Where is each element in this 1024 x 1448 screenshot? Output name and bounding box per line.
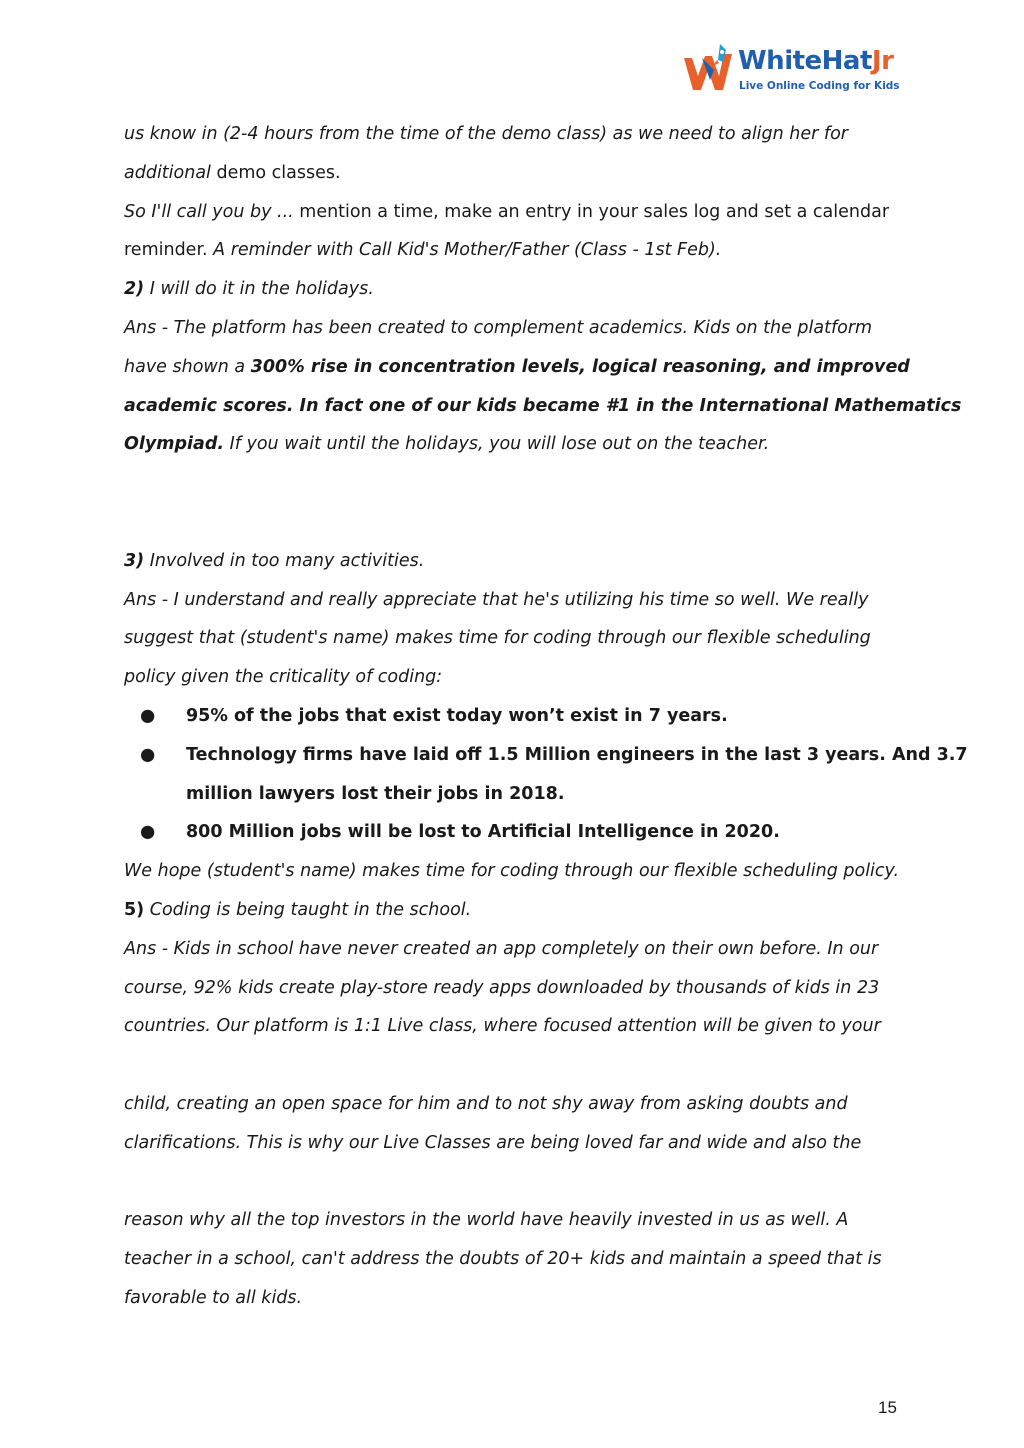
text-line: We hope (student's name) makes time for coding through our flexible scheduling policy. xyxy=(124,861,900,882)
text-line: course, 92% kids create play-store ready apps downloaded by thousands of kids in 23 xyxy=(124,977,880,998)
statistics-bullet-list xyxy=(124,697,968,852)
text-line: countries. Our platform is 1:1 Live class, where focused attention will be given to your xyxy=(124,1016,881,1037)
text-line: clarifications. This is why our Live Classes are being loved far and wide and also the xyxy=(124,1132,862,1153)
text-line: So I'll call you by ... mention a time, make an entry in your sales log and set a calendar xyxy=(124,201,890,222)
list-item: ● Technology firms have laid off 1.5 Million engineers in the last 3 years. And 3.7 million lawyers lost their jobs in 2018. xyxy=(140,744,968,804)
text-line: reminder. A reminder with Call Kid's Mother/Father (Class - 1st Feb). xyxy=(124,240,722,261)
document-body xyxy=(124,115,968,1318)
list-item: ● 95% of the jobs that exist today won’t exist in 7 years. xyxy=(140,705,728,726)
text-line: Ans - I understand and really appreciate that he's utilizing his time so well. We really xyxy=(124,589,869,610)
list-item: ● 800 Million jobs will be lost to Artificial Intelligence in 2020. xyxy=(140,822,780,843)
text-line: Olympiad. If you wait until the holidays, you will lose out on the teacher. xyxy=(124,434,770,455)
text-line: Ans - The platform has been created to complement academics. Kids on the platform xyxy=(124,317,873,338)
text-line: favorable to all kids. xyxy=(124,1287,303,1308)
text-line: child, creating an open space for him and to not shy away from asking doubts and xyxy=(124,1093,848,1114)
question-5-heading: 5) Coding is being taught in the school. xyxy=(124,899,472,920)
logo-tagline: Live Online Coding for Kids xyxy=(739,80,900,92)
whitehat-jr-logo xyxy=(680,40,900,96)
text-line: reason why all the top investors in the world have heavily invested in us as well. A xyxy=(124,1210,849,1231)
text-line: Ans - Kids in school have never created an app completely on their own before. In our xyxy=(124,938,879,959)
question-3-heading: 3) Involved in too many activities. xyxy=(124,550,425,571)
page-number: 15 xyxy=(878,1398,897,1417)
text-line: additional demo classes. xyxy=(124,162,341,183)
text-line: academic scores. In fact one of our kids became #1 in the International Mathematics xyxy=(124,395,962,416)
text-line: suggest that (student's name) makes time for coding through our flexible scheduling xyxy=(124,628,871,649)
logo-wordmark: WhiteHatJr xyxy=(738,46,894,76)
rocket-w-icon xyxy=(680,40,740,96)
text-line: have shown a 300% rise in concentration levels, logical reasoning, and improved xyxy=(124,356,910,377)
text-line: policy given the criticality of coding: xyxy=(124,667,443,688)
question-2-heading: 2) I will do it in the holidays. xyxy=(124,279,374,300)
text-line: teacher in a school, can't address the doubts of 20+ kids and maintain a speed that is xyxy=(124,1249,882,1270)
text-line: us know in (2-4 hours from the time of the demo class) as we need to align her for xyxy=(124,124,848,144)
